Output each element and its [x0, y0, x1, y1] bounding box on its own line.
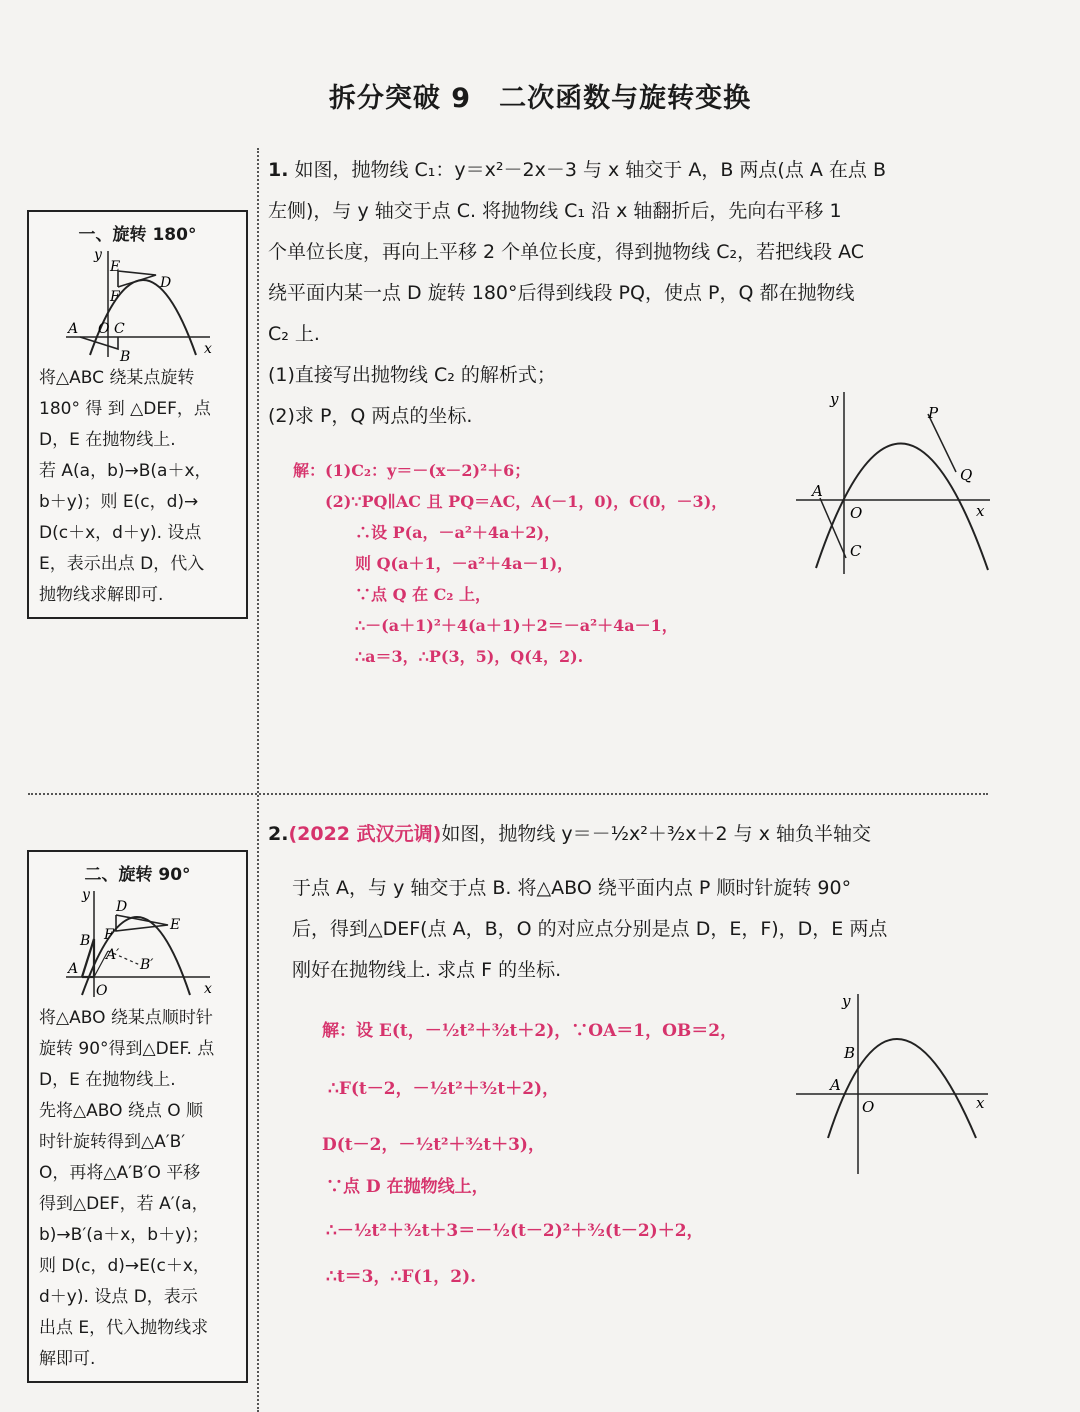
section-divider — [28, 793, 988, 795]
point-e-label: E — [169, 917, 180, 933]
point-e-label: E — [109, 259, 120, 275]
point-q-label: Q — [960, 466, 973, 484]
point-o-label: O — [850, 504, 863, 522]
point-a-prime-label: A′ — [105, 947, 119, 963]
column-divider — [257, 148, 259, 1412]
solution-line: 解：(1)C₂：y＝－(x－2)²＋6； — [293, 461, 531, 480]
problem-2-figure — [792, 990, 992, 1180]
point-o-label: O — [95, 983, 107, 999]
point-a-label: A — [67, 961, 78, 977]
problem-2-text: 于点 A，与 y 轴交于点 B. 将△ABO 绕平面内点 P 顺时针旋转 90° 后，得到△DEF(点 A，B，O 的对应点分别是点 D，E，F)，D，E 两点 刚好在抛物线上. 求点 F 的坐标. — [292, 877, 888, 981]
tip-figure-180 — [58, 245, 218, 363]
solution-line: ∴F(t－2，－½t²＋³⁄₂t＋2)， — [328, 1079, 560, 1099]
solution-line: 则 Q(a＋1，－a²＋4a－1)， — [355, 554, 574, 573]
solution-line: ∴a＝3，∴P(3，5)，Q(4，2). — [355, 647, 584, 666]
page-title: 拆分突破 9 二次函数与旋转变换 — [328, 83, 752, 114]
point-f-label: F — [109, 289, 120, 305]
tip-box-rotate-90 — [27, 850, 248, 1383]
solution-2 — [322, 1016, 738, 1287]
solution-line: ∴－½t²＋³⁄₂t＋3＝－½(t－2)²＋³⁄₂(t－2)＋2， — [326, 1221, 704, 1241]
solution-line: 解：设 E(t，－½t²＋³⁄₂t＋2)，∵OA＝1，OB＝2， — [322, 1021, 738, 1041]
solution-line: ∵点 D 在抛物线上， — [326, 1177, 489, 1197]
point-d-label: D — [115, 899, 127, 915]
point-c-label: C — [113, 321, 125, 337]
point-b-label: B — [79, 933, 90, 949]
tip-text: 将△ABO 绕某点顺时针 旋转 90°得到△DEF. 点 D，E 在抛物线上. 先将△ABO 绕点 O 顺 时针旋转得到△A′B′ O，再将△A′B′O 平移 得到△DEF，若 A′(a， b)→B′(a＋x，b＋y)； 则 D(c，d)→E(c＋x， d＋y). 设点 D，表示 出点 E，代入抛物线求 解即可. — [39, 1008, 215, 1369]
point-o-label: O — [862, 1098, 875, 1116]
solution-line: ∴设 P(a，－a²＋4a＋2)， — [355, 523, 561, 542]
problem-2 — [268, 814, 983, 855]
solution-line: ∴－(a＋1)²＋4(a＋1)＋2＝－a²＋4a－1， — [355, 616, 678, 635]
problem-number: 2. — [268, 823, 289, 845]
problem-1-figure — [790, 388, 1000, 578]
solution-line: ∵点 Q 在 C₂ 上， — [355, 585, 491, 604]
point-c-label: C — [850, 542, 862, 560]
point-p-label: P — [928, 404, 939, 422]
axis-x-label: x — [976, 1094, 985, 1112]
tip-title: 一、旋转 180° — [78, 225, 197, 245]
point-a-label: A — [830, 1076, 841, 1094]
axis-y-label: y — [830, 390, 839, 408]
point-d-label: D — [159, 275, 171, 291]
axis-y-label: y — [81, 887, 90, 903]
point-b-label: B — [844, 1044, 856, 1062]
point-o-label: O — [97, 321, 109, 337]
axis-y-label: y — [842, 992, 851, 1010]
solution-1 — [293, 458, 728, 666]
tip-figure-90 — [58, 885, 218, 1003]
problem-number: 1. — [268, 159, 289, 181]
point-b-label: B — [119, 349, 130, 363]
tip-box-rotate-180 — [27, 210, 248, 619]
solution-line: D(t－2，－½t²＋³⁄₂t＋3)， — [322, 1135, 545, 1155]
solution-line: (2)∵PQ∥AC 且 PQ＝AC，A(－1，0)，C(0，－3)， — [325, 492, 728, 511]
problem-text-first: 如图，抛物线 y＝－½x²＋³⁄₂x＋2 与 x 轴负半轴交 — [441, 823, 871, 845]
axis-x-label: x — [203, 981, 212, 997]
axis-x-label: x — [203, 341, 212, 357]
point-f-label: F — [103, 927, 114, 943]
point-a-label: A — [67, 321, 78, 337]
tip-title: 二、旋转 90° — [84, 865, 191, 885]
problem-text: 如图，抛物线 C₁：y＝x²－2x－3 与 x 轴交于 A，B 两点(点 A 在点 B 左侧)，与 y 轴交于点 C. 将抛物线 C₁ 沿 x 轴翻折后，先向右平移 1 个单位长度，再向上平移 2 个单位长度，得到抛物线 C₂，若把线段 AC 绕平面内某一点 D 旋转 180°后得到线段 PQ，使点 P，Q 都在抛物线 C₂ 上. (1)直接写出抛物线 C₂ 的解析式； (2)求 P，Q 两点的坐标. — [268, 159, 886, 427]
point-a-label: A — [812, 482, 823, 500]
problem-source: (2022 武汉元调) — [288, 823, 442, 845]
solution-line: ∴t＝3，∴F(1，2). — [326, 1267, 477, 1287]
point-b-prime-label: B′ — [139, 957, 153, 973]
axis-x-label: x — [976, 502, 985, 520]
tip-text: 将△ABC 绕某点旋转 180° 得 到 △DEF，点 D，E 在抛物线上. 若 A(a，b)→B(a＋x， b＋y)；则 E(c，d)→ D(c＋x，d＋y). 设点 E，表示出点 D，代入 抛物线求解即可. — [39, 368, 212, 605]
axis-y-label: y — [93, 247, 102, 263]
